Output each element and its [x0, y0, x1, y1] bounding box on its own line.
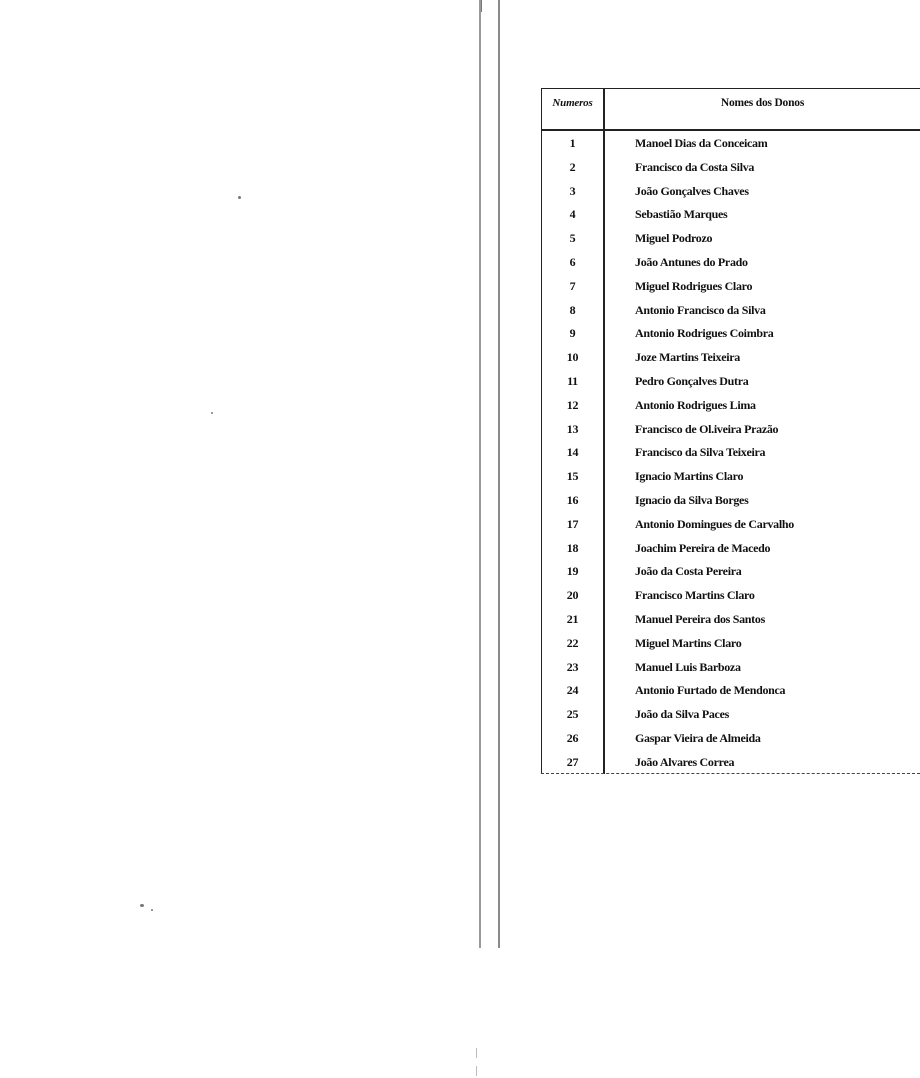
row-number: 2	[569, 159, 576, 174]
row-number: 14	[566, 445, 579, 460]
row-number: 21	[566, 611, 579, 626]
owner-name: Miguel Martins Claro	[635, 635, 742, 650]
owner-name: Manuel Luis Barboza	[635, 659, 741, 674]
table-row	[541, 513, 920, 537]
table-row	[541, 560, 920, 584]
owner-name: Francisco da Costa Silva	[635, 159, 755, 174]
table-row	[541, 441, 920, 465]
owners-table	[541, 88, 920, 774]
row-number: 11	[567, 373, 578, 388]
owner-name: João Antunes do Prado	[635, 254, 748, 269]
table-row	[541, 299, 920, 323]
owner-name: João da Silva Paces	[635, 707, 729, 722]
owner-name: João da Costa Pereira	[635, 564, 742, 579]
table-row	[541, 346, 920, 370]
row-number: 24	[566, 683, 579, 698]
owner-name: Ignacio Martins Claro	[635, 469, 744, 484]
row-number: 26	[566, 730, 579, 745]
table-row	[541, 537, 920, 561]
row-number: 13	[566, 421, 579, 436]
row-number: 23	[566, 659, 579, 674]
table-row	[541, 322, 920, 346]
table-row	[541, 275, 920, 299]
owner-name: Antonio Rodrigues Coimbra	[635, 326, 774, 341]
owner-name: Sebastião Marques	[635, 207, 728, 222]
table-row	[541, 656, 920, 680]
header-nomes-dos-donos: Nomes dos Donos	[720, 97, 805, 109]
scan-speck	[238, 196, 241, 199]
header-numeros: Numeros	[552, 97, 593, 109]
table-row	[541, 227, 920, 251]
row-number: 20	[566, 588, 579, 603]
row-number: 16	[566, 492, 579, 507]
table-row	[541, 394, 920, 418]
row-number: 15	[566, 469, 579, 484]
owner-name: Francisco Martins Claro	[635, 588, 755, 603]
table-top-rule	[541, 88, 920, 89]
row-number: 5	[569, 231, 576, 246]
table-row	[541, 370, 920, 394]
row-number: 1	[569, 136, 576, 150]
owner-name: Francisco de Ol.iveira Prazão	[635, 421, 779, 436]
owner-name: Antonio Rodrigues Lima	[635, 397, 756, 412]
owner-name: Manoel Dias da Conceicam	[635, 136, 768, 150]
row-number: 27	[566, 754, 579, 769]
scan-speck	[151, 909, 153, 911]
table-row	[541, 156, 920, 180]
gutter-line-left	[479, 0, 481, 948]
table-row	[541, 679, 920, 703]
table-row	[541, 727, 920, 751]
table-row	[541, 418, 920, 442]
table-row	[541, 584, 920, 608]
owner-name: João Gonçalves Chaves	[635, 183, 749, 198]
table-row	[541, 608, 920, 632]
owner-name: Gaspar Vieira de Almeida	[635, 730, 761, 745]
row-number: 10	[566, 350, 579, 365]
owner-name: Francisco da Silva Teixeira	[635, 445, 766, 460]
row-number: 9	[569, 326, 576, 341]
row-number: 3	[569, 183, 576, 198]
owner-name: Miguel Rodrigues Claro	[635, 278, 753, 293]
row-number: 8	[569, 302, 576, 317]
owner-name: Antonio Domingues de Carvalho	[635, 516, 794, 531]
header-rule	[541, 129, 920, 131]
gutter-line-right	[498, 0, 500, 948]
book-gutter	[476, 0, 504, 948]
row-number: 17	[566, 516, 579, 531]
row-number: 4	[569, 207, 576, 222]
table-row	[541, 465, 920, 489]
scan-speck	[140, 904, 144, 907]
row-number: 18	[566, 540, 579, 555]
table-body	[541, 132, 920, 775]
table-row	[541, 180, 920, 204]
row-number: 12	[566, 397, 579, 412]
table-bottom-rule	[541, 773, 920, 775]
gutter-fragment	[476, 1066, 477, 1076]
row-number: 22	[566, 635, 579, 650]
table-row	[541, 703, 920, 727]
table-row	[541, 632, 920, 656]
owner-name: Joze Martins Teixeira	[635, 350, 741, 365]
table-row	[541, 203, 920, 227]
owner-name: Antonio Furtado de Mendonca	[635, 683, 786, 698]
table-row	[541, 132, 920, 156]
owner-name: Ignacio da Silva Borges	[635, 492, 749, 507]
gutter-fragment	[476, 1048, 477, 1058]
owner-name: Miguel Podrozo	[635, 231, 713, 246]
owner-name: Joachim Pereira de Macedo	[635, 540, 771, 555]
row-number: 7	[569, 278, 576, 293]
owner-name: João Alvares Correa	[635, 754, 735, 769]
table-row	[541, 251, 920, 275]
row-number: 25	[566, 707, 579, 722]
owner-name: Antonio Francisco da Silva	[635, 302, 766, 317]
table-row	[541, 489, 920, 513]
owner-name: Pedro Gonçalves Dutra	[635, 373, 749, 388]
row-number: 19	[566, 564, 579, 579]
row-number: 6	[569, 254, 576, 269]
owner-name: Manuel Pereira dos Santos	[635, 611, 765, 626]
scan-speck	[211, 412, 213, 414]
table-row	[541, 751, 920, 775]
